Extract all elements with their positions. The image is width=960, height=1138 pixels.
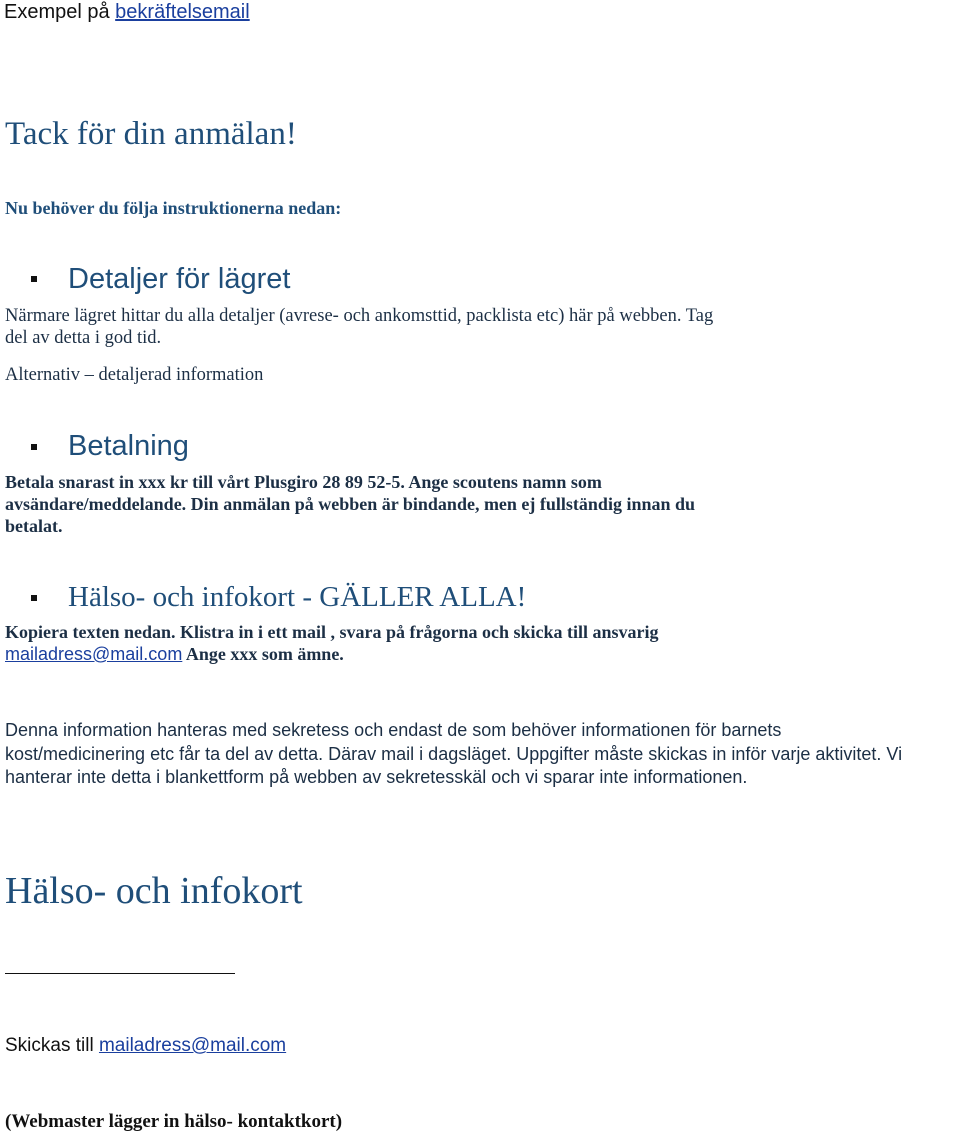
bullet-icon <box>31 276 37 282</box>
details-text-line2: del av detta i god tid. <box>5 328 162 348</box>
send-to-email-link[interactable]: mailadress@mail.com <box>98 1035 287 1056</box>
details-text-line1: Närmare lägret hittar du alla detaljer (avrese- och ankomsttid, packlista etc) här på webben. Tag <box>5 306 714 326</box>
bullet-icon <box>31 444 37 450</box>
bullet-icon <box>31 595 37 601</box>
health-text-line2 <box>5 643 344 665</box>
webmaster-note: (Webmaster lägger in hälso- kontaktkort) <box>5 1111 343 1132</box>
details-alt: Alternativ – detaljerad information <box>5 365 264 385</box>
header-line <box>4 0 250 24</box>
details-heading: Detaljer för lägret <box>68 263 291 295</box>
payment-heading: Betalning <box>68 430 189 462</box>
responsible-email-link[interactable]: mailadress@mail.com <box>5 644 183 664</box>
subject-instruction: Ange xxx som ämne. <box>182 644 344 664</box>
privacy-line3: hanterar inte detta i blankettform på webben av sekretesskäl och vi sparar inte informationen. <box>5 767 748 787</box>
confirmation-email-link[interactable]: bekräftelsemail <box>115 1 250 23</box>
card-heading: Hälso- och infokort <box>5 870 303 912</box>
health-heading: Hälso- och infokort - GÄLLER ALLA! <box>68 581 527 613</box>
payment-text-line2: avsändare/meddelande. Din anmälan på webben är bindande, men ej fullständig innan du <box>5 494 696 514</box>
privacy-line2: kost/medicinering etc får ta del av detta. Därav mail i dagsläget. Uppgifter måste skickas in inför varje aktivitet. Vi <box>5 744 903 764</box>
payment-text-line3: betalat. <box>5 516 63 536</box>
page-title: Tack för din anmälan! <box>5 116 297 152</box>
health-text-line1: Kopiera texten nedan. Klistra in i ett mail , svara på frågorna och skicka till ansvarig <box>5 622 659 642</box>
divider <box>5 973 235 974</box>
privacy-line1: Denna information hanteras med sekretess och endast de som behöver informationen för barnets <box>5 720 782 740</box>
header-prefix: Exempel på <box>4 1 116 23</box>
intro-text: Nu behöver du följa instruktionerna nedan: <box>5 198 342 218</box>
send-to-line <box>5 1034 286 1058</box>
payment-text-line1: Betala snarast in xxx kr till vårt Plusgiro 28 89 52-5. Ange scoutens namn som <box>5 472 602 492</box>
send-to-prefix: Skickas till <box>5 1035 99 1056</box>
